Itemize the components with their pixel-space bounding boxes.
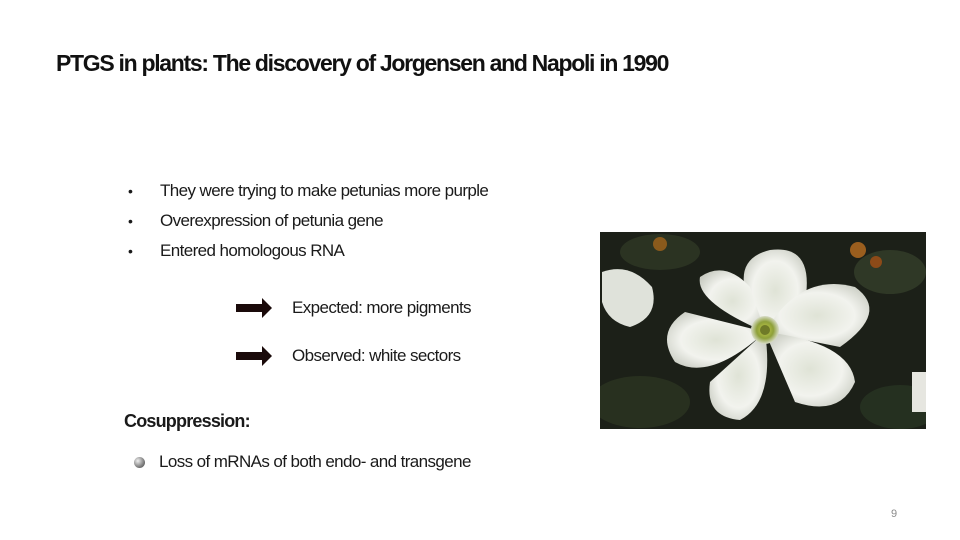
bullet-dot: •: [128, 243, 133, 259]
bullet-dot: •: [128, 213, 133, 229]
expected-text: Expected: more pigments: [292, 298, 471, 317]
bullet-text: Overexpression of petunia gene: [160, 211, 383, 230]
slide-title: PTGS in plants: The discovery of Jorgensen and Napoli in 1990: [56, 50, 669, 76]
cosuppression-heading: Cosuppression:: [124, 411, 250, 431]
cosuppression-text: Loss of mRNAs of both endo- and transgene: [159, 452, 471, 471]
bullet-dot: •: [128, 183, 133, 199]
right-arrow-icon: [236, 296, 272, 320]
bullet-text: Entered homologous RNA: [160, 241, 345, 260]
observed-text: Observed: white sectors: [292, 346, 461, 365]
bullet-item: [128, 236, 488, 266]
page-number: 9: [891, 508, 898, 520]
cosuppression-item: [134, 452, 471, 472]
bullet-item: [128, 176, 488, 206]
bullet-list: [128, 176, 488, 266]
right-arrow-icon: [236, 344, 272, 368]
white-petunia-flower-photo: [600, 232, 926, 429]
expected-row: [236, 296, 471, 320]
bullet-text: They were trying to make petunias more purple: [160, 181, 489, 200]
bullet-item: [128, 206, 488, 236]
observed-row: [236, 344, 461, 368]
sphere-bullet-icon: [134, 457, 145, 468]
white-petunia-photo: [600, 232, 926, 429]
